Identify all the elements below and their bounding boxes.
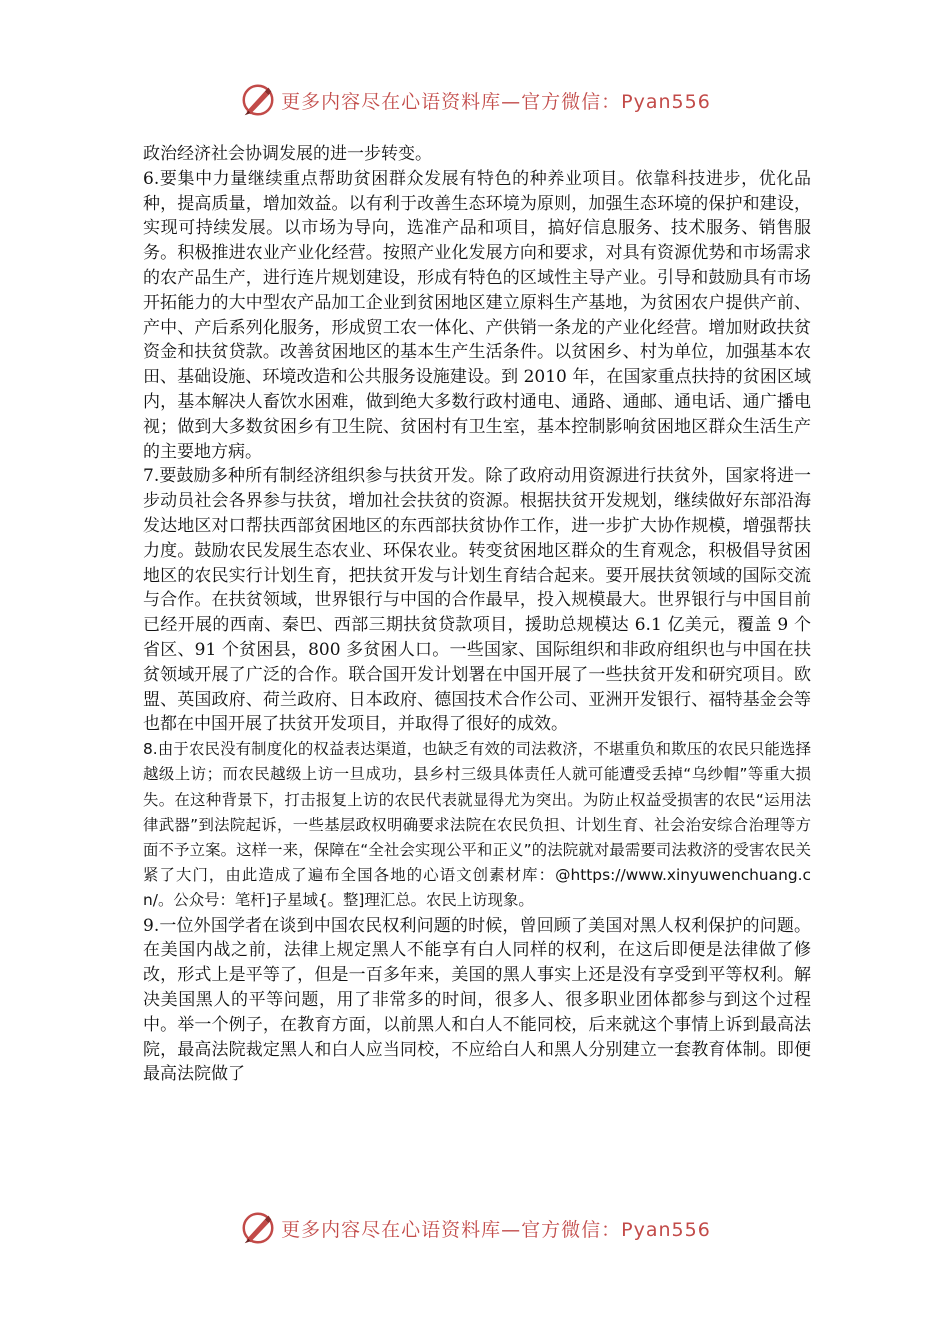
header-banner: [0, 78, 950, 122]
paragraph-7: 7.要鼓励多种所有制经济组织参与扶贫开发。除了政府动用资源进行扶贫外，国家将进一步动员社会各界参与扶贫，增加社会扶贫的资源。根据扶贫开发规划，继续做好东部沿海发达地区对口帮扶西部贫困地区的东西部扶贫协作工作，进一步扩大协作规模，增强帮扶力度。鼓励农民发展生态农业、环保农业。转变贫困地区群众的生育观念，积极倡导贫困地区的农民实行计划生育，把扶贫开发与计划生育结合起来。要开展扶贫领域的国际交流与合作。在扶贫领域，世界银行与中国的合作最早，投入规模最大。世界银行与中国目前已经开展的西南、秦巴、西部三期扶贫贷款项目，援助总规模达 6.1 亿美元，覆盖 9 个省区、91 个贫困县，800 多贫困人口。一些国家、国际组织和非政府组织也与中国在扶贫领域开展了广泛的合作。联合国开发计划署在中国开展了一些扶贫开发和研究项目。欧盟、英国政府、荷兰政府、日本政府、德国技术合作公司、亚洲开发银行、福特基金会等也都在中国开展了扶贫开发项目，并取得了很好的成效。: [143, 466, 811, 735]
header-banner-text: 更多内容尽在心语资料库—官方微信：Pyan556: [281, 90, 711, 113]
document-body: [143, 142, 811, 1087]
footer-banner-text: 更多内容尽在心语资料库—官方微信：Pyan556: [281, 1218, 711, 1241]
pen-logo-icon: [239, 1209, 277, 1247]
pen-logo-icon: [239, 81, 277, 119]
footer-banner: [0, 1206, 950, 1250]
paragraph-9: 9.一位外国学者在谈到中国农民权利问题的时候，曾回顾了美国对黑人权利保护的问题。在美国内战之前，法律上规定黑人不能享有白人同样的权利，在这后即便是法律做了修改，形式上是平等了，但是一百多年来，美国的黑人事实上还是没有享受到平等权利。解决美国黑人的平等问题，用了非常多的时间，很多人、很多职业团体都参与到这个过程中。举一个例子，在教育方面，以前黑人和白人不能同校，后来就这个事情上诉到最高法院，最高法院裁定黑人和白人应当同校，不应给白人和黑人分别建立一套教育体制。即便最高法院做了: [143, 915, 811, 1085]
paragraph-intro: 政治经济社会协调发展的进一步转变。: [143, 144, 432, 164]
paragraph-6: 6.要集中力量继续重点帮助贫困群众发展有特色的种养业项目。依靠科技进步，优化品种，提高质量，增加效益。以有利于改善生态环境为原则，加强生态环境的保护和建设，实现可持续发展。以市场为导向，选准产品和项目，搞好信息服务、技术服务、销售服务。积极推进农业产业化经营。按照产业化发展方向和要求，对具有资源优势和市场需求的农产品生产，进行连片规划建设，形成有特色的区域性主导产业。引导和鼓励具有市场开拓能力的大中型农产品加工企业到贫困地区建立原料生产基地，为贫困农户提供产前、产中、产后系列化服务，形成贸工农一体化、产供销一条龙的产业化经营。增加财政扶贫资金和扶贫贷款。改善贫困地区的基本生产生活条件。以贫困乡、村为单位，加强基本农田、基础设施、环境改造和公共服务设施建设。到 2010 年，在国家重点扶持的贫困区域内，基本解决人畜饮水困难，做到绝大多数行政村通电、通路、通邮、通电话、通广播电视；做到大多数贫困乡有卫生院、贫困村有卫生室，基本控制影响贫困地区群众生活生产的主要地方病。: [143, 168, 811, 462]
paragraph-8: 8.由于农民没有制度化的权益表达渠道，也缺乏有效的司法救济，不堪重负和欺压的农民只能选择越级上访；而农民越级上访一旦成功，县乡村三级具体责任人就可能遭受丢掉“乌纱帽”等重大损失。在这种背景下，打击报复上访的农民代表就显得尤为突出。为防止权益受损害的农民“运用法律武器”到法院起诉，一些基层政权明确要求法院在农民负担、计划生育、社会治安综合治理等方面不予立案。这样一来，保障在“全社会实现公平和正义”的法院就对最需要司法救济的受害农民关紧了大门，由此造成了遍布全国各地的心语文创素材库：@https://www.xinyuwenchuang.cn/。公众号：笔杆]子星域{。整]理汇总。农民上访现象。: [143, 740, 811, 910]
